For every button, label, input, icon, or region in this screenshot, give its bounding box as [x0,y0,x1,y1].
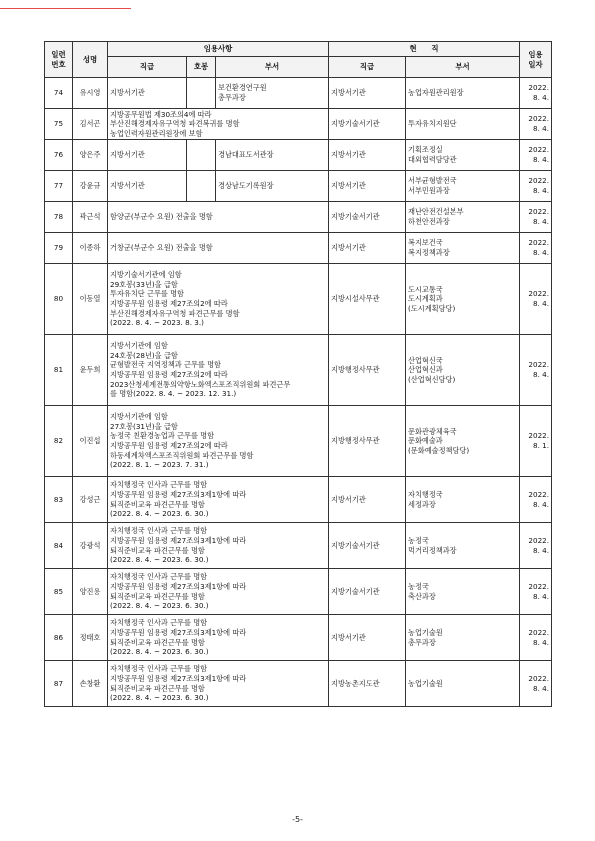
current-position-cell: 지방행정사무관 [329,335,406,406]
appointment-text-cell: 지방공무원법 제30조의4에 따라 부산진해경제자유구역청 파견복귀를 명함 농업인력자원관리원장에 보함 [108,109,329,140]
appointment-department-cell: 보건환경연구원 총무과장 [216,78,329,109]
current-department-cell: 복지보건국 복지정책과장 [406,233,520,264]
header-app-department: 부서 [216,57,329,78]
top-accent-line [0,8,131,9]
table-body [45,78,552,707]
appointment-date-cell: 2022. 8. 4. [520,140,552,171]
current-position-cell: 지방농촌지도관 [329,661,406,707]
name-cell: 강윤규 [73,171,108,202]
serial-no-cell: 76 [45,140,73,171]
appointment-text-cell: 자치행정국 인사과 근무를 명함 지방공무원 임용령 제27조의3제1항에 따라 퇴직준비교육 파견근무를 명함 (2022. 8. 4. ~ 2023. 6. 30.) [108,569,329,615]
appointment-text-cell: 지방서기관에 임함 27호봉(31년)을 급함 농정국 친환경농업과 근무를 명함 지방공무원 임용령 제27조의2에 따라 하동세계차엑스포조직위원회 파견근무를 명함 (2022. 8. 1. ~ 2023. 7. 31.) [108,406,329,477]
table-row [45,109,552,140]
appointment-text-cell: 지방기술서기관에 임함 29호봉(33년)을 급함 투자유치단 근무를 명함 지방공무원 임용령 제27조의2에 따라 부산진해경제자유구역청 파견근무를 명함 (2022. 8. 4. ~ 2023. 8. 3.) [108,264,329,335]
appointment-text-cell: 자치행정국 인사과 근무를 명함 지방공무원 임용령 제27조의3제1항에 따라 퇴직준비교육 파견근무를 명함 (2022. 8. 4. ~ 2023. 6. 30.) [108,477,329,523]
current-position-cell: 지방기술서기관 [329,523,406,569]
appointment-text-cell: 자치행정국 인사과 근무를 명함 지방공무원 임용령 제27조의3제1항에 따라 퇴직준비교육 파견근무를 명함 (2022. 8. 4. ~ 2023. 6. 30.) [108,661,329,707]
appointment-grade-cell [187,140,216,171]
current-department-cell: 산업혁신국 산업혁신과 (산업혁신담당) [406,335,520,406]
current-position-cell: 지방서기관 [329,233,406,264]
current-department-cell: 농업기술원 총무과장 [406,615,520,661]
current-position-cell: 지방행정사무관 [329,406,406,477]
appointment-date-cell: 2022. 8. 4. [520,171,552,202]
current-department-cell: 도시교통국 도시계획과 (도시계획담당) [406,264,520,335]
serial-no-cell: 82 [45,406,73,477]
name-cell: 곽근석 [73,202,108,233]
table-row [45,233,552,264]
serial-no-cell: 80 [45,264,73,335]
current-position-cell: 지방기술서기관 [329,202,406,233]
table-row [45,78,552,109]
current-position-cell: 지방시설사무관 [329,264,406,335]
name-cell: 이동열 [73,264,108,335]
appointment-date-cell: 2022. 8. 4. [520,661,552,707]
appointment-date-cell: 2022. 8. 4. [520,335,552,406]
appointment-date-cell: 2022. 8. 4. [520,523,552,569]
personnel-appointment-table [44,41,552,707]
serial-no-cell: 79 [45,233,73,264]
appointment-date-cell: 2022. 8. 4. [520,569,552,615]
table-row [45,569,552,615]
table-row [45,523,552,569]
name-cell: 양진용 [73,569,108,615]
name-cell: 유시영 [73,78,108,109]
current-department-cell: 투자유치지원단 [406,109,520,140]
current-position-cell: 지방기술서기관 [329,569,406,615]
table-row [45,661,552,707]
appointment-grade-cell [187,171,216,202]
table-row [45,140,552,171]
serial-no-cell: 87 [45,661,73,707]
name-cell: 강성근 [73,477,108,523]
name-cell: 이종하 [73,233,108,264]
current-department-cell: 농업자원관리원장 [406,78,520,109]
appointment-position-cell: 지방서기관 [108,140,187,171]
appointment-date-cell: 2022. 8. 4. [520,477,552,523]
serial-no-cell: 81 [45,335,73,406]
appointment-date-cell: 2022. 8. 4. [520,264,552,335]
current-department-cell: 재난안전건설본부 하천안전과장 [406,202,520,233]
appointment-date-cell: 2022. 8. 4. [520,202,552,233]
appointment-text-cell: 지방서기관에 임함 24호봉(28년)을 급함 균형발전국 지역정책과 근무를 명함 지방공무원 임용령 제27조의2에 따라 2023산청세계전통의약항노화엑스포조직위원회 파견근무 를 명함(2022. 8. 4. ~ 2023. 12. 31.) [108,335,329,406]
appointment-text-cell: 함양군(부군수 요원) 전출을 명함 [108,202,329,233]
table-row [45,335,552,406]
appointment-text-cell: 자치행정국 인사과 근무를 명함 지방공무원 임용령 제27조의3제1항에 따라 퇴직준비교육 파견근무를 명함 (2022. 8. 4. ~ 2023. 6. 30.) [108,523,329,569]
current-department-cell: 농정국 축산과장 [406,569,520,615]
name-cell: 정태호 [73,615,108,661]
appointment-position-cell: 지방서기관 [108,171,187,202]
table-row [45,264,552,335]
current-department-cell: 서부균형발전국 서부민원과장 [406,171,520,202]
current-position-cell: 지방서기관 [329,477,406,523]
name-cell: 양은주 [73,140,108,171]
serial-no-cell: 86 [45,615,73,661]
name-cell: 김서곤 [73,109,108,140]
header-app-position: 직급 [108,57,187,78]
current-position-cell: 지방기술서기관 [329,109,406,140]
appointment-department-cell: 경상남도기록원장 [216,171,329,202]
serial-no-cell: 77 [45,171,73,202]
table-row [45,615,552,661]
serial-no-cell: 78 [45,202,73,233]
name-cell: 손창환 [73,661,108,707]
current-department-cell: 자치행정국 세정과장 [406,477,520,523]
header-app-grade: 호봉 [187,57,216,78]
current-department-cell: 기획조정실 대외협력담당관 [406,140,520,171]
header-cur-department: 부서 [406,57,520,78]
current-department-cell: 농정국 먹거리정책과장 [406,523,520,569]
header-cur-position: 직급 [329,57,406,78]
appointment-text-cell: 자치행정국 인사과 근무를 명함 지방공무원 임용령 제27조의3제1항에 따라 퇴직준비교육 파견근무를 명함 (2022. 8. 4. ~ 2023. 6. 30.) [108,615,329,661]
header-name: 성명 [73,42,108,78]
serial-no-cell: 75 [45,109,73,140]
appointment-grade-cell [187,78,216,109]
name-cell: 강광석 [73,523,108,569]
appointment-position-cell: 지방서기관 [108,78,187,109]
appointment-date-cell: 2022. 8. 4. [520,233,552,264]
table-row [45,477,552,523]
current-position-cell: 지방서기관 [329,171,406,202]
header-appointment: 임용사항 [108,42,329,57]
serial-no-cell: 74 [45,78,73,109]
header-serial-no: 일련 번호 [45,42,73,78]
serial-no-cell: 83 [45,477,73,523]
serial-no-cell: 85 [45,569,73,615]
appointment-date-cell: 2022. 8. 1. [520,406,552,477]
page-number: -5- [292,815,303,824]
serial-no-cell: 84 [45,523,73,569]
name-cell: 이진섭 [73,406,108,477]
appointment-text-cell: 거창군(부군수 요원) 전출을 명함 [108,233,329,264]
header-appointment-date: 임용 일자 [520,42,552,78]
current-position-cell: 지방서기관 [329,140,406,171]
table-row [45,171,552,202]
appointment-date-cell: 2022. 8. 4. [520,109,552,140]
current-department-cell: 문화관광체육국 문화예술과 (문화예술정책담당) [406,406,520,477]
table-row [45,202,552,233]
name-cell: 윤두희 [73,335,108,406]
current-position-cell: 지방서기관 [329,615,406,661]
current-position-cell: 지방서기관 [329,78,406,109]
current-department-cell: 농업기술원 [406,661,520,707]
appointment-date-cell: 2022. 8. 4. [520,78,552,109]
appointment-department-cell: 경남대표도서관장 [216,140,329,171]
table-row [45,406,552,477]
appointment-date-cell: 2022. 8. 4. [520,615,552,661]
header-current: 현 직 [329,42,520,57]
